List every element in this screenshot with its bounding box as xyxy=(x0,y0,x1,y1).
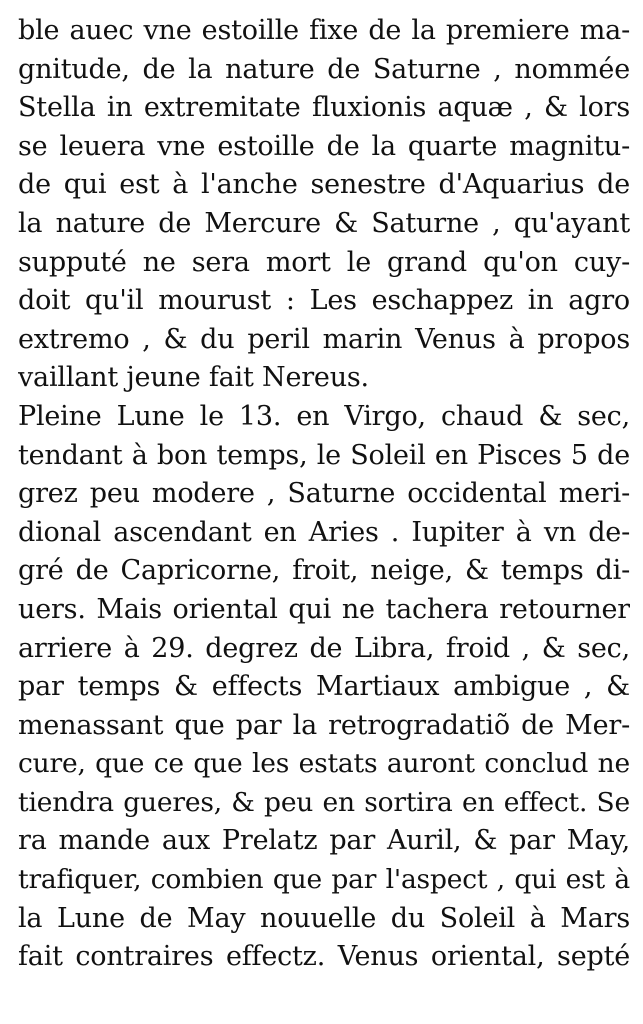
text-line: grez peu modere , Saturne occidental meri- xyxy=(18,478,630,510)
body-text xyxy=(18,12,630,977)
text-line: dional ascendant en Aries . Iupiter à vn de- xyxy=(18,516,630,548)
text-line: uers. Mais oriental qui ne tachera retourner xyxy=(18,593,630,625)
text-line: extremo , & du peril marin Venus à propos xyxy=(18,323,630,355)
text-line: tiendra gueres, & peu en sortira en effect. Se xyxy=(18,786,630,818)
text-line: la Lune de May nouuelle du Soleil à Mars xyxy=(18,902,630,934)
text-line: doit qu'il mourust : Les eschappez in agro xyxy=(18,285,630,317)
text-line: par temps & effects Martiaux ambigue , & xyxy=(18,671,630,703)
text-line: la nature de Mercure & Saturne , qu'ayant xyxy=(18,207,630,239)
text-line: menassant que par la retrogradatiõ de Mer- xyxy=(18,709,630,741)
text-line: fait contraires effectz. Venus oriental, septé xyxy=(18,941,630,973)
text-line: Pleine Lune le 13. en Virgo, chaud & sec, xyxy=(18,400,630,432)
text-line: supputé ne sera mort le grand qu'on cuy- xyxy=(18,246,630,278)
text-line: trafiquer, combien que par l'aspect , qui est à xyxy=(18,864,630,896)
text-line: Stella in extremitate fluxionis aquæ , & lors xyxy=(18,92,630,124)
text-line: ble auec vne estoille fixe de la premiere ma- xyxy=(18,15,630,46)
text-line: cure, que ce que les estats auront conclud ne xyxy=(18,748,630,780)
text-line: gnitude, de la nature de Saturne , nommée xyxy=(18,53,630,85)
text-line: gré de Capricorne, froit, neige, & temps di- xyxy=(18,555,630,587)
text-line: ra mande aux Prelatz par Auril, & par May, xyxy=(18,825,630,857)
text-line: vaillant jeune fait Nereus. xyxy=(18,362,369,394)
text-line: se leuera vne estoille de la quarte magnitu- xyxy=(18,130,630,162)
text-line: tendant à bon temps, le Soleil en Pisces 5 de xyxy=(18,439,630,471)
text-line: arriere à 29. degrez de Libra, froid , & sec, xyxy=(18,632,630,664)
text-line: de qui est à l'anche senestre d'Aquarius de xyxy=(18,169,630,201)
